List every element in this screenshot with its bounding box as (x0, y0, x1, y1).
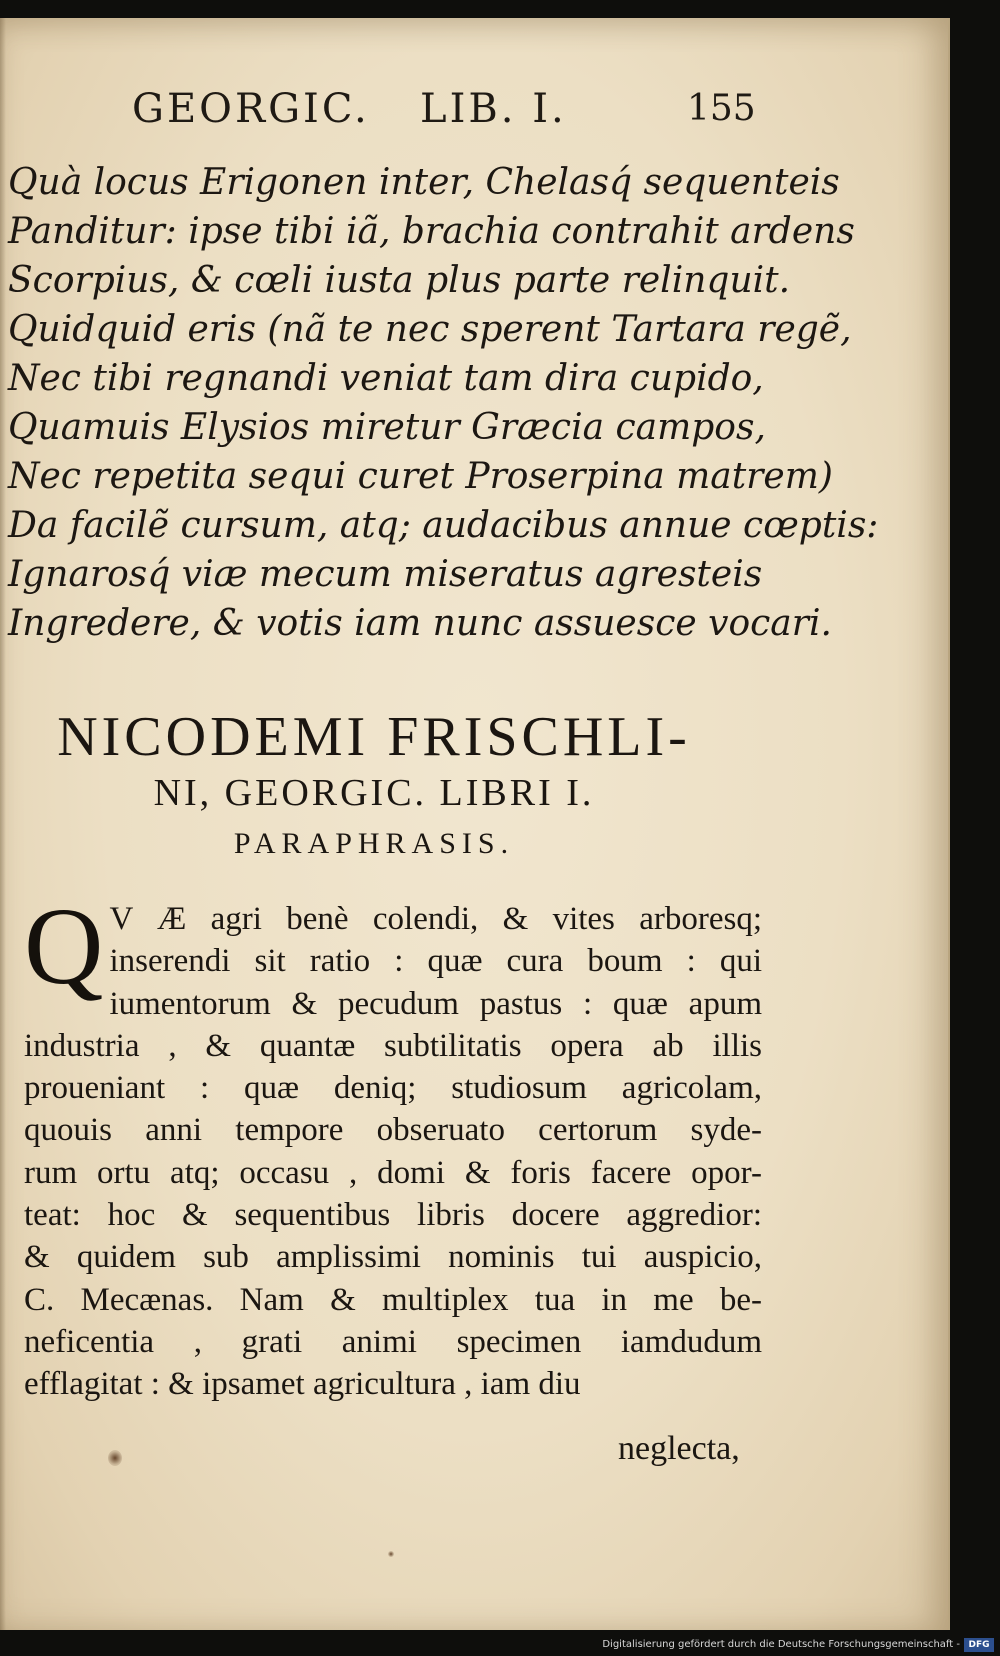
ink-dot (388, 1551, 394, 1557)
verse-line: Scorpius, & cœli iusta plus parte relinquit. (8, 260, 791, 301)
verse-line: Nec repetita sequi curet Proserpina matrem) (8, 456, 833, 497)
prose-line: proueniant : quæ deniq; studiosum agricolam, (24, 1070, 762, 1107)
running-head-title: GEORGIC. (132, 86, 370, 132)
prose-line: V Æ agri benè colendi, & vites arboresq; (109, 901, 762, 937)
prose-line: C. Mecænas. Nam & multiplex tua in me be- (24, 1281, 762, 1318)
verse-block (8, 158, 928, 648)
verse-line: Ingredere, & votis iam nunc assuesce vocari. (8, 603, 832, 644)
heading-subtitle: PARAPHRASIS. (233, 827, 515, 860)
section-heading (14, 706, 734, 866)
prose-line: inserendi sit ratio : quæ cura boum : qui (109, 943, 762, 980)
page-gutter-shadow (0, 18, 6, 1630)
verse-line: Quidquid eris (nã te nec sperent Tartara regẽ, (8, 309, 852, 350)
prose-line: & quidem sub amplissimi nominis tui auspicio, (24, 1239, 762, 1276)
verse-line: Da facilẽ cursum, atq; audacibus annue cœptis: (8, 505, 879, 546)
dfg-logo: DFG (964, 1638, 994, 1652)
drop-cap: Q (24, 885, 104, 1007)
prose-line: teat: hoc & sequentibus libris docere aggredior: (24, 1197, 762, 1234)
ink-stain (108, 1450, 122, 1466)
running-head-book: LIB. I. (420, 86, 567, 132)
verse-line: Quà locus Erigonen inter, Chelasq́ sequenteis (8, 162, 840, 203)
verse-line: Nec tibi regnandi veniat tam dira cupido, (8, 358, 764, 399)
prose-line: iumentorum & pecudum pastus : quæ apum (109, 985, 762, 1022)
running-head (132, 86, 792, 146)
prose-line: rum ortu atq; occasu , domi & foris facere opor- (24, 1154, 762, 1191)
book-page (0, 18, 950, 1630)
verse-line: Panditur: ipse tibi iã, brachia contrahit ardens (8, 211, 855, 252)
heading-author-line-1: NICODEMI FRISCHLI- (57, 706, 691, 768)
verse-line: Quamuis Elysios miretur Græcia campos, (8, 407, 766, 448)
page-number: 155 (687, 88, 756, 129)
prose-line: industria , & quantæ subtilitatis opera ab illis (24, 1027, 762, 1064)
prose-block (24, 885, 762, 1406)
prose-line: neficentia , grati animi specimen iamdudum (24, 1323, 762, 1360)
prose-line: quouis anni tempore obseruato certorum syde- (24, 1112, 762, 1149)
catchword: neglecta, (618, 1430, 740, 1467)
prose-line: efflagitat : & ipsamet agricultura , iam diu (24, 1366, 581, 1403)
heading-author-line-2: NI, GEORGIC. LIBRI I. (153, 772, 595, 814)
digitization-credit: Digitalisierung gefördert durch die Deutsche Forschungsgemeinschaft - (602, 1639, 960, 1650)
verse-line: Ignarosq́ viæ mecum miseratus agresteis (8, 554, 763, 595)
